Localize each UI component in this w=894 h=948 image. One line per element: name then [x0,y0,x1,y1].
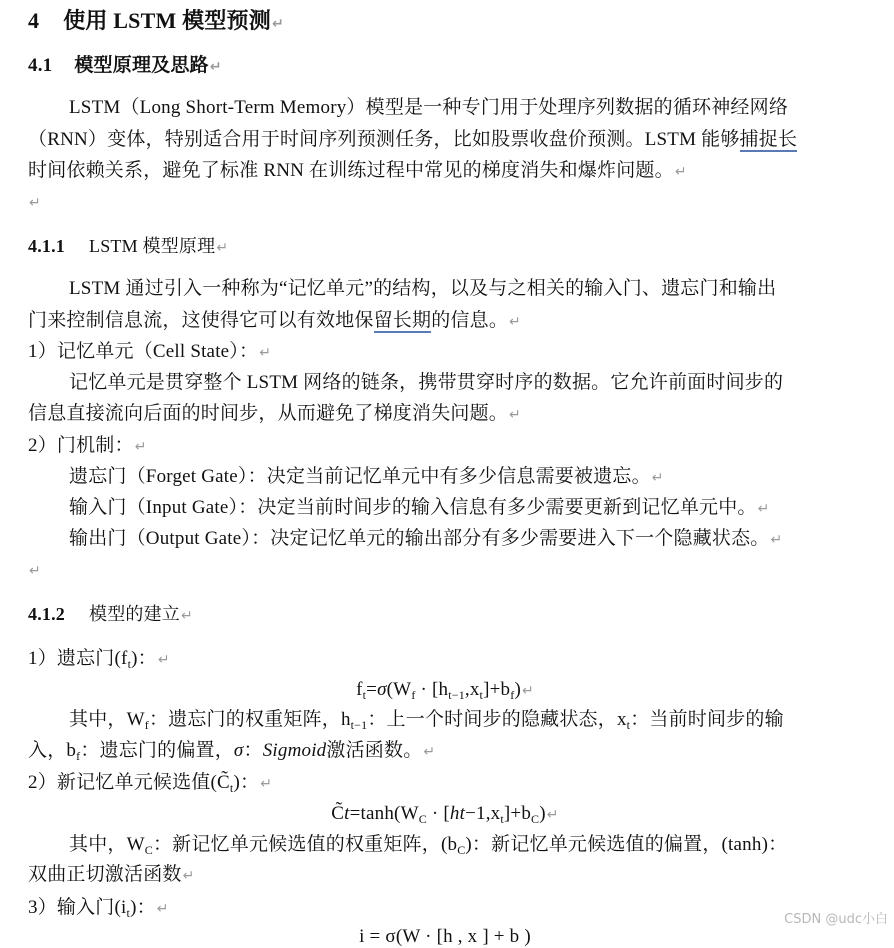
subscript: f [510,688,515,702]
paragraph-mark-icon: ↵ [521,683,534,699]
gate-forget [28,466,664,489]
forget-gate-equation [28,679,862,702]
input-gate-equation-partial: i = σ(W · [h , x ] + b ) [359,926,531,947]
sigma-symbol: σ [233,740,244,761]
forget-gate-desc-line-1 [28,709,784,731]
paragraph-mark-icon: ↵ [770,532,783,548]
paragraph-mark-icon: ↵ [216,240,229,256]
paragraph-mark-icon: ↵ [674,164,687,180]
paragraph-mark-icon: ↵ [509,314,521,330]
eq-part: · [h [415,679,449,700]
subscript: t [479,688,484,702]
paragraph-1-text: （RNN）变体，特别适合用于时间序列预测任务，比如股票收盘价预测。LSTM 能够 [28,129,740,150]
subscript: t [500,812,504,826]
eq-part: ) [539,803,546,824]
eq-part: · [ [426,803,450,824]
title-text: 1）遗忘门(f [28,648,128,669]
subscript: t [362,688,367,702]
gate-input-text: 输入门（Input Gate）：决定当前时间步的输入信息有多少需要更新到记忆单元中。 [69,497,757,518]
subscript: t−1 [350,718,368,732]
heading-3a [28,235,228,259]
desc-text: 入，b [28,740,77,761]
paragraph-mark-icon: ↵ [156,901,169,917]
desc-text: ：新记忆单元候选值的权重矩阵，(b [152,834,458,855]
gate-input [28,497,770,520]
title-text: 2）新记忆单元候选值(C̃ [28,772,230,793]
paragraph-3-line-2 [28,403,521,426]
heading-2 [28,55,222,78]
sigmoid-term: Sigmoid [262,740,327,761]
title-text: )： [130,897,156,918]
list-item-1 [28,341,271,364]
heading-1 [28,10,284,35]
desc-text: ：遗忘门的偏置， [80,740,234,761]
candidate-equation [28,803,862,826]
input-gate-title [28,897,169,920]
subscript: C [531,812,540,826]
eq-part: ,x [464,679,480,700]
paragraph-1-line-3 [28,160,687,183]
subscript: C [418,812,427,826]
heading-1-number: 4 [28,8,40,33]
candidate-title [28,772,272,795]
forget-gate-desc-line-2 [28,740,435,763]
eq-part: t [344,803,350,824]
sigma-symbol: σ [377,679,387,700]
list-item-1-text: 1）记忆单元（Cell State）： [28,341,259,362]
subscript: t [126,906,131,920]
subscript: t−1 [448,688,465,702]
paragraph-1-line-1: LSTM（Long Short-Term Memory）模型是一种专门用于处理序列数据的循环神经网络 [69,97,789,118]
paragraph-2-line-1: LSTM 通过引入一种称为“记忆单元”的结构，以及与之相关的输入门、遗忘门和输出 [69,278,777,299]
grammar-underline: 留长期 [373,310,432,331]
list-item-2-text: 2）门机制： [28,435,134,456]
paragraph-2-text: 的信息。 [431,310,509,331]
gate-output-text: 输出门（Output Gate）：决定记忆单元的输出部分有多少需要进入下一个隐藏状态。 [69,528,770,549]
desc-text: 激活函数。 [326,740,423,761]
eq-part: = [366,679,378,700]
gate-forget-text: 遗忘门（Forget Gate）：决定当前记忆单元中有多少信息需要被遗忘。 [69,466,651,487]
subscript: t [127,657,132,671]
heading-1-text: 使用 LSTM 模型预测 [63,8,271,33]
paragraph-mark-icon: ↵ [182,868,195,884]
gate-output [28,528,782,551]
paragraph-mark-icon: ↵ [546,807,559,823]
subscript: f [144,718,149,732]
paragraph-mark-icon: ↵ [134,439,147,455]
eq-part: −1,x [465,803,501,824]
forget-gate-title [28,648,170,671]
title-text: )： [233,772,260,793]
subscript: C [457,843,466,857]
paragraph-mark-icon: ↵ [651,470,664,486]
paragraph-mark-icon: ↵ [757,501,770,517]
grammar-underline: 捕捉长 [739,129,798,150]
desc-text: 其中，W [69,834,145,855]
subscript: t [626,718,631,732]
paragraph-mark-icon: ↵ [29,563,41,579]
paragraph-1-line-2 [28,129,797,151]
paragraph-mark-icon: ↵ [259,345,272,361]
paragraph-mark-icon: ↵ [181,608,193,624]
desc-text: 双曲正切激活函数 [28,864,182,885]
subscript: t [229,781,234,795]
paragraph-1-text: 时间依赖关系，避免了标准 RNN 在训练过程中常见的梯度消失和爆炸问题。 [28,160,674,181]
desc-text: ：遗忘门的权重矩阵，h [148,709,351,730]
title-text: )： [131,648,157,669]
desc-text: 其中，W [69,709,145,730]
desc-text: )：新记忆单元候选值的偏置，(tanh)： [465,834,788,855]
candidate-desc-line-1 [28,834,787,856]
paragraph-mark-icon: ↵ [423,744,436,760]
heading-3b-number: 4.1.2 [28,604,65,624]
eq-part: ) [514,679,521,700]
desc-text: ： [243,740,263,761]
heading-2-text: 模型原理及思路 [74,55,209,76]
eq-part: ht [449,803,466,824]
heading-3a-number: 4.1.1 [28,236,65,256]
subscript: f [76,749,81,763]
paragraph-3-line-1: 记忆单元是贯穿整个 LSTM 网络的链条，携带贯穿时序的数据。它允许前面时间步的 [69,372,784,393]
paragraph-mark-icon: ↵ [157,652,170,668]
watermark: CSDN @udc小白 [784,912,888,927]
subscript: f [411,688,416,702]
paragraph-mark-icon: ↵ [29,195,41,211]
paragraph-mark-icon: ↵ [509,407,521,423]
heading-3b-text: 模型的建立 [89,604,180,624]
paragraph-2-line-2 [28,310,521,333]
eq-part: ]+b [483,679,511,700]
eq-part: (W [386,679,412,700]
empty-line [28,559,41,582]
paragraph-mark-icon: ↵ [209,59,222,75]
heading-3a-text: LSTM 模型原理 [89,236,216,256]
paragraph-mark-icon: ↵ [260,776,273,792]
paragraph-2-text: 门来控制信息流，这使得它可以有效地保 [28,310,374,331]
eq-part: f [356,679,363,700]
desc-text: ：当前时间步的输 [630,709,784,730]
list-item-2 [28,435,147,458]
eq-part: C̃ [331,803,345,824]
paragraph-3-text: 信息直接流向后面的时间步，从而避免了梯度消失问题。 [28,403,509,424]
empty-line [28,191,41,214]
eq-part: ]+b [503,803,532,824]
desc-text: ：上一个时间步的隐藏状态，x [367,709,627,730]
heading-2-number: 4.1 [28,55,53,76]
heading-3b [28,603,193,627]
paragraph-mark-icon: ↵ [271,16,284,32]
eq-part: =tanh(W [349,803,419,824]
subscript: C [144,843,153,857]
candidate-desc-line-2 [28,864,195,887]
title-text: 3）输入门(i [28,897,127,918]
